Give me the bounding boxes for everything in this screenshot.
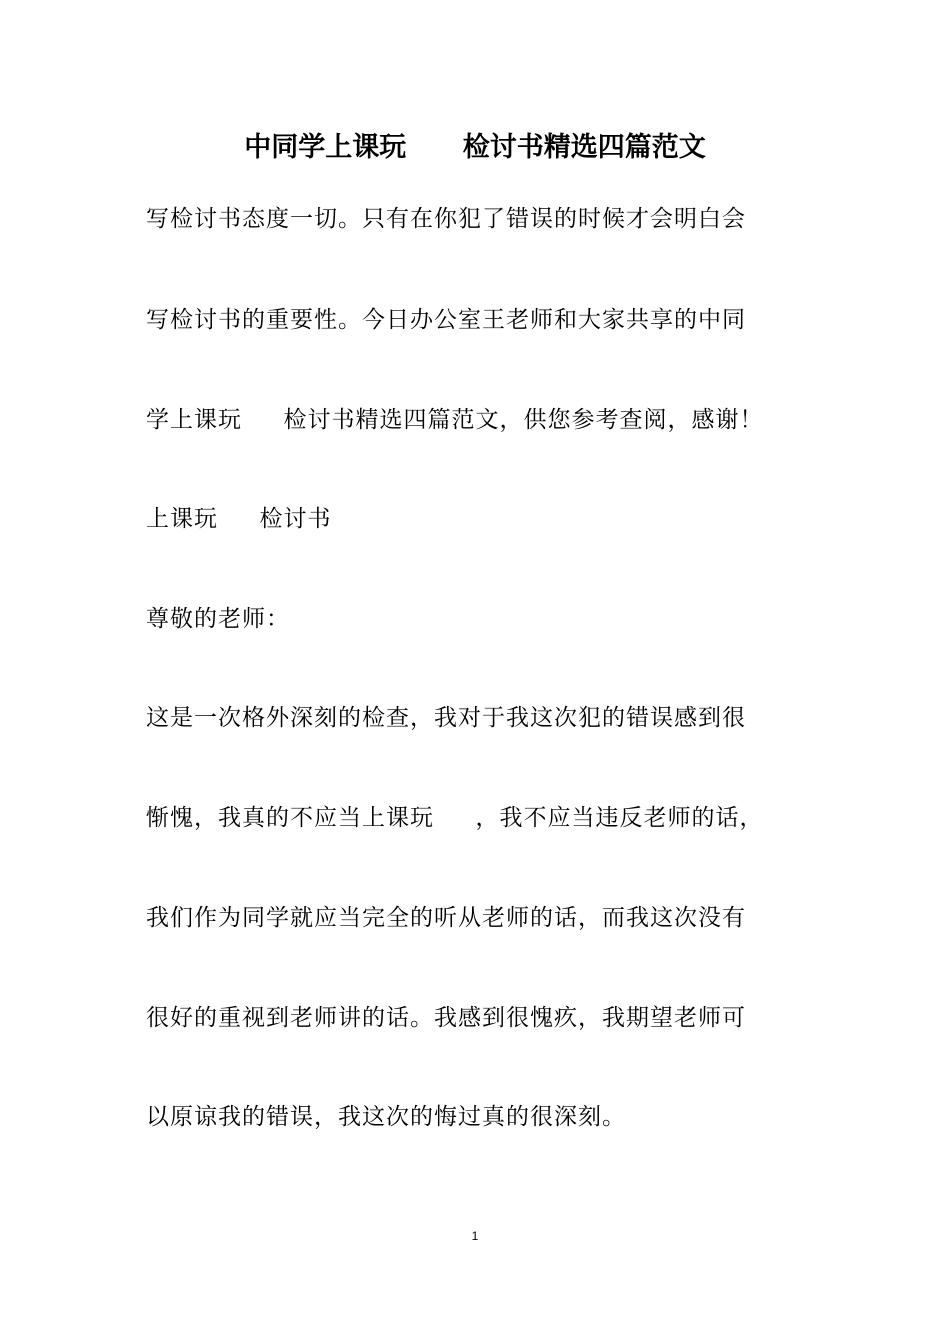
salutation: 尊敬的老师：: [146, 606, 290, 632]
document-title: 中同学上课玩 检讨书精选四篇范文: [244, 132, 706, 163]
section-heading: 上课玩 检讨书: [146, 506, 332, 532]
body-line-8: 我们作为同学就应当完全的听从老师的话，而我这次没有: [146, 905, 746, 931]
body-line-2: 写检讨书的重要性。今日办公室王老师和大家共享的中同: [146, 307, 746, 333]
body-line-3: 学上课玩 检讨书精选四篇范文，供您参考查阅，感谢！: [146, 407, 764, 433]
body-line-9: 很好的重视到老师讲的话。我感到很愧疚，我期望老师可: [146, 1005, 746, 1031]
page-number: 1: [471, 1229, 479, 1243]
body-line-7: 惭愧，我真的不应当上课玩 ，我不应当违反老师的话，: [146, 805, 764, 831]
body-line-6: 这是一次格外深刻的检查，我对于我这次犯的错误感到很: [146, 705, 746, 731]
body-line-10: 以原谅我的错误，我这次的悔过真的很深刻。: [146, 1104, 626, 1130]
body-line-1: 写检讨书态度一切。只有在你犯了错误的时候才会明白会: [146, 206, 746, 232]
